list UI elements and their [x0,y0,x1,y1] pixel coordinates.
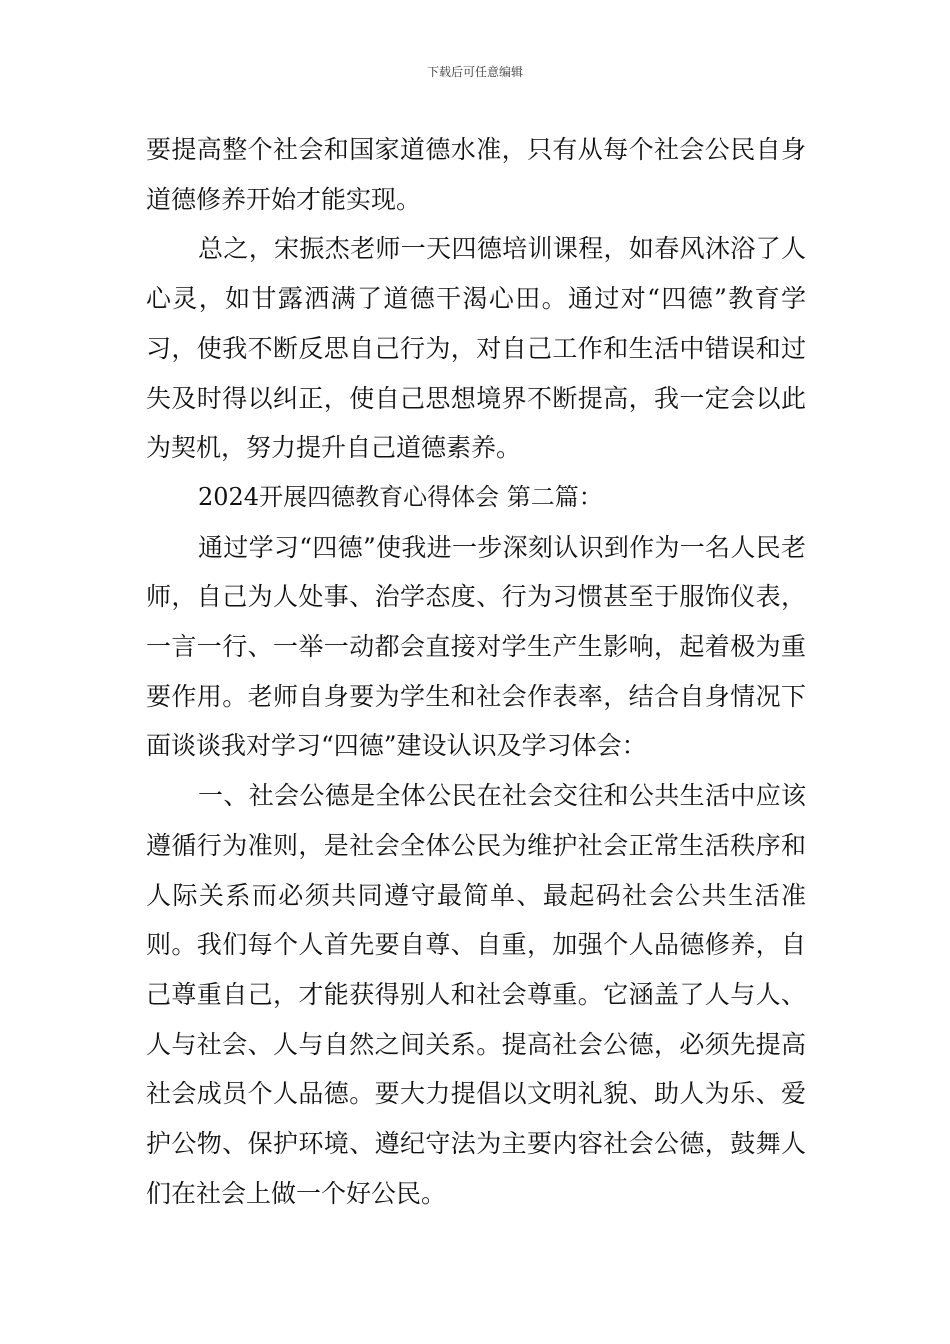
paragraph-conclusion: 总之，宋振杰老师一天四德培训课程，如春风沐浴了人心灵，如甘露洒满了道德干渴心田。通过对“四德”教育学习，使我不断反思自己行为，对自己工作和生活中错误和过失及时得以纠正，使自己思想境界不断提高，我一定会以此为契机，努力提升自己道德素养。 [146,234,806,463]
paragraph-intro: 通过学习“四德”使我进一步深刻认识到作为一名人民老师，自己为人处事、治学态度、行为习惯甚至于服饰仪表，一言一行、一举一动都会直接对学生产生影响，起着极为重要作用。老师自身要为学生和社会作表率，结合自身情况下面谈谈我对学习“四德”建设认识及学习体会： [146,532,806,761]
paragraph-social-morality: 一、社会公德是全体公民在社会交往和公共生活中应该遵循行为准则，是社会全体公民为维护社会正常生活秩序和人际关系而必须共同遵守最简单、最起码社会公共生活准则。我们每个人首先要自尊、自重，加强个人品德修养，自己尊重自己，才能获得别人和社会尊重。它涵盖了人与人、人与社会、人与自然之间关系。提高社会公德，必须先提高社会成员个人品德。要大力提倡以文明礼貌、助人为乐、爱护公物、保护环境、遵纪守法为主要内容社会公德，鼓舞人们在社会上做一个好公民。 [146,781,806,1208]
document-body [146,125,806,1218]
section-heading: 2024开展四德教育心得体会 第二篇： [198,482,603,511]
page-header-note: 下载后可任意编辑 [426,65,523,79]
paragraph-continuation: 要提高整个社会和国家道德水准，只有从每个社会公民自身道德修养开始才能实现。 [146,135,806,214]
